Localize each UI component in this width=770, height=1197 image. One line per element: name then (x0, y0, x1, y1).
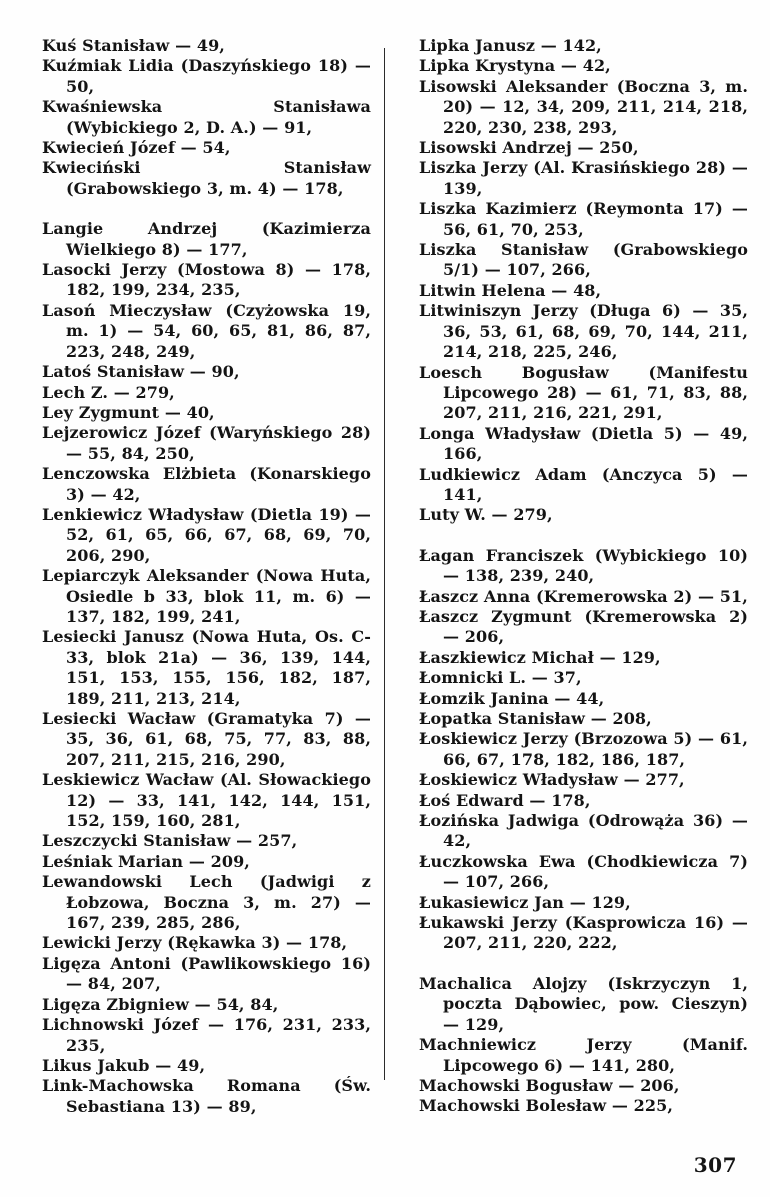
index-entry: Latoś Stanisław — 90, (42, 362, 240, 382)
index-entry: Łoskiewicz Jerzy (Brzozowa 5) — 61, 66, 67, 178, 182, 186, 187, (419, 729, 748, 769)
index-entry: Łuczkowska Ewa (Chodkiewicza 7) — 107, 266, (419, 851, 748, 892)
index-entry: Kwieciński Stanisław (Grabowskiego 3, m. 4) — 178, (42, 158, 371, 198)
index-entry: Liszka Jerzy (Al. Krasińskiego 28) — 139, (419, 158, 748, 198)
index-entry: Kwaśniewska Stanisława (Wybickiego 2, D. A.) — 91, (42, 97, 371, 137)
index-entry: Machniewicz Jerzy (Manif. Lipcowego 6) — 141, 280, (419, 1035, 748, 1075)
index-group (419, 546, 748, 954)
index-entry: Loesch Bogusław (Manifestu Lipcowego 28) — 61, 71, 83, 88, 207, 211, 216, 221, 291, (419, 362, 748, 423)
index-group (419, 974, 748, 1117)
index-entry: Lisowski Andrzej — 250, (419, 138, 639, 158)
index-entry: Lewandowski Lech (Jadwigi z Łobzowa, Boczna 3, m. 27) — 167, 239, 285, 286, (42, 872, 371, 933)
index-entry: Likus Jakub — 49, (42, 1055, 206, 1075)
index-entry: Lewicki Jerzy (Rękawka 3) — 178, (42, 933, 348, 953)
index-entry: Łagan Franciszek (Wybickiego 10) — 138, 239, 240, (419, 545, 748, 586)
index-entry: Ligęza Zbigniew — 54, 84, (42, 994, 279, 1014)
index-entry: Łaszcz Zygmunt (Kremerowska 2) — 206, (419, 606, 748, 647)
index-column-right (419, 36, 748, 1117)
index-entry: Łozińska Jadwiga (Odrowąża 36) — 42, (419, 811, 748, 851)
index-entry: Łaszcz Anna (Kremerowska 2) — 51, (419, 586, 748, 606)
index-entry: Luty W. — 279, (419, 505, 553, 525)
index-entry: Lepiarczyk Aleksander (Nowa Huta, Osiedle b 33, blok 11, m. 6) — 137, 182, 199, 241, (42, 566, 371, 626)
index-column-left (42, 36, 371, 1117)
index-entry: Łomzik Janina — 44, (419, 688, 605, 708)
index-entry: Lisowski Aleksander (Boczna 3, m. 20) — 12, 34, 209, 211, 214, 218, 220, 230, 238, 293, (419, 76, 748, 137)
index-entry: Łaszkiewicz Michał — 129, (419, 647, 661, 667)
index-entry: Ligęza Antoni (Pawlikowskiego 16) — 84, 207, (42, 953, 371, 994)
index-group (42, 36, 371, 199)
index-entry: Łoś Edward — 178, (419, 790, 591, 810)
index-entry: Litwin Helena — 48, (419, 280, 602, 300)
index-entry: Liszka Stanisław (Grabowskiego 5/1) — 107, 266, (419, 240, 748, 280)
index-entry: Liszka Kazimierz (Reymonta 17) — 56, 61, 70, 253, (419, 199, 748, 239)
index-entry: Łopatka Stanisław — 208, (419, 709, 652, 728)
index-entry: Litwiniszyn Jerzy (Długa 6) — 35, 36, 53, 61, 68, 69, 70, 144, 211, 214, 218, 225, 246, (419, 301, 748, 362)
column-divider (384, 48, 385, 1080)
index-entry: Ludkiewicz Adam (Anczyca 5) — 141, (419, 464, 748, 504)
index-entry: Łukawski Jerzy (Kasprowicza 16) — 207, 211, 220, 222, (419, 913, 748, 953)
index-entry: Lasocki Jerzy (Mostowa 8) — 178, 182, 199, 234, 235, (42, 260, 371, 300)
index-entry: Kuźmiak Lidia (Daszyńskiego 18) — 50, (42, 56, 371, 96)
index-group (419, 36, 748, 526)
index-entry: Machalica Alojzy (Iskrzyczyn 1, poczta Dąbowiec, pow. Cieszyn) — 129, (419, 973, 748, 1034)
index-entry: Longa Władysław (Dietla 5) — 49, 166, (419, 423, 748, 464)
index-entry: Leskiewicz Wacław (Al. Słowackiego 12) — 33, 141, 142, 144, 151, 152, 159, 160, 281, (42, 770, 371, 831)
index-entry: Lasoń Mieczysław (Czyżowska 19, m. 1) — 54, 60, 65, 81, 86, 87, 223, 248, 249, (42, 300, 371, 361)
index-entry: Lenkiewicz Władysław (Dietla 19) — 52, 61, 65, 66, 67, 68, 69, 70, 206, 290, (42, 504, 371, 565)
index-entry: Lech Z. — 279, (42, 382, 175, 402)
index-entry: Langie Andrzej (Kazimierza Wielkiego 8) — 177, (42, 219, 371, 259)
index-entry: Machowski Bolesław — 225, (419, 1096, 674, 1116)
index-entry: Ley Zygmunt — 40, (42, 402, 215, 422)
index-entry: Kuś Stanisław — 49, (42, 36, 225, 55)
index-entry: Łoskiewicz Władysław — 277, (419, 770, 685, 790)
index-entry: Lipka Janusz — 142, (419, 36, 602, 55)
index-entry: Lipka Krystyna — 42, (419, 56, 611, 76)
index-entry: Machowski Bogusław — 206, (419, 1075, 680, 1095)
index-entry: Lejzerowicz Józef (Waryńskiego 28) — 55, 84, 250, (42, 423, 371, 463)
index-entry: Lesiecki Wacław (Gramatyka 7) — 35, 36, 61, 68, 75, 77, 83, 88, 207, 211, 215, 216, 290, (42, 709, 371, 769)
index-entry: Łomnicki L. — 37, (419, 668, 582, 688)
index-group (42, 219, 371, 1117)
index-entry: Link-Machowska Romana (Św. Sebastiana 13) — 89, (42, 1076, 371, 1116)
index-entry: Leszczycki Stanisław — 257, (42, 831, 298, 851)
index-entry: Leśniak Marian — 209, (42, 851, 250, 871)
index-entry: Lichnowski Józef — 176, 231, 233, 235, (42, 1015, 371, 1055)
index-entry: Lesiecki Janusz (Nowa Huta, Os. C-33, blok 21a) — 36, 139, 144, 151, 153, 155, 156, 182, 187, 189, 211, 213, 214, (42, 627, 371, 708)
index-entry: Lenczowska Elżbieta (Konarskiego 3) — 42, (42, 464, 371, 504)
index-entry: Łukasiewicz Jan — 129, (419, 892, 631, 912)
page-number: 307 (693, 1152, 737, 1177)
index-entry: Kwiecień Józef — 54, (42, 138, 231, 158)
